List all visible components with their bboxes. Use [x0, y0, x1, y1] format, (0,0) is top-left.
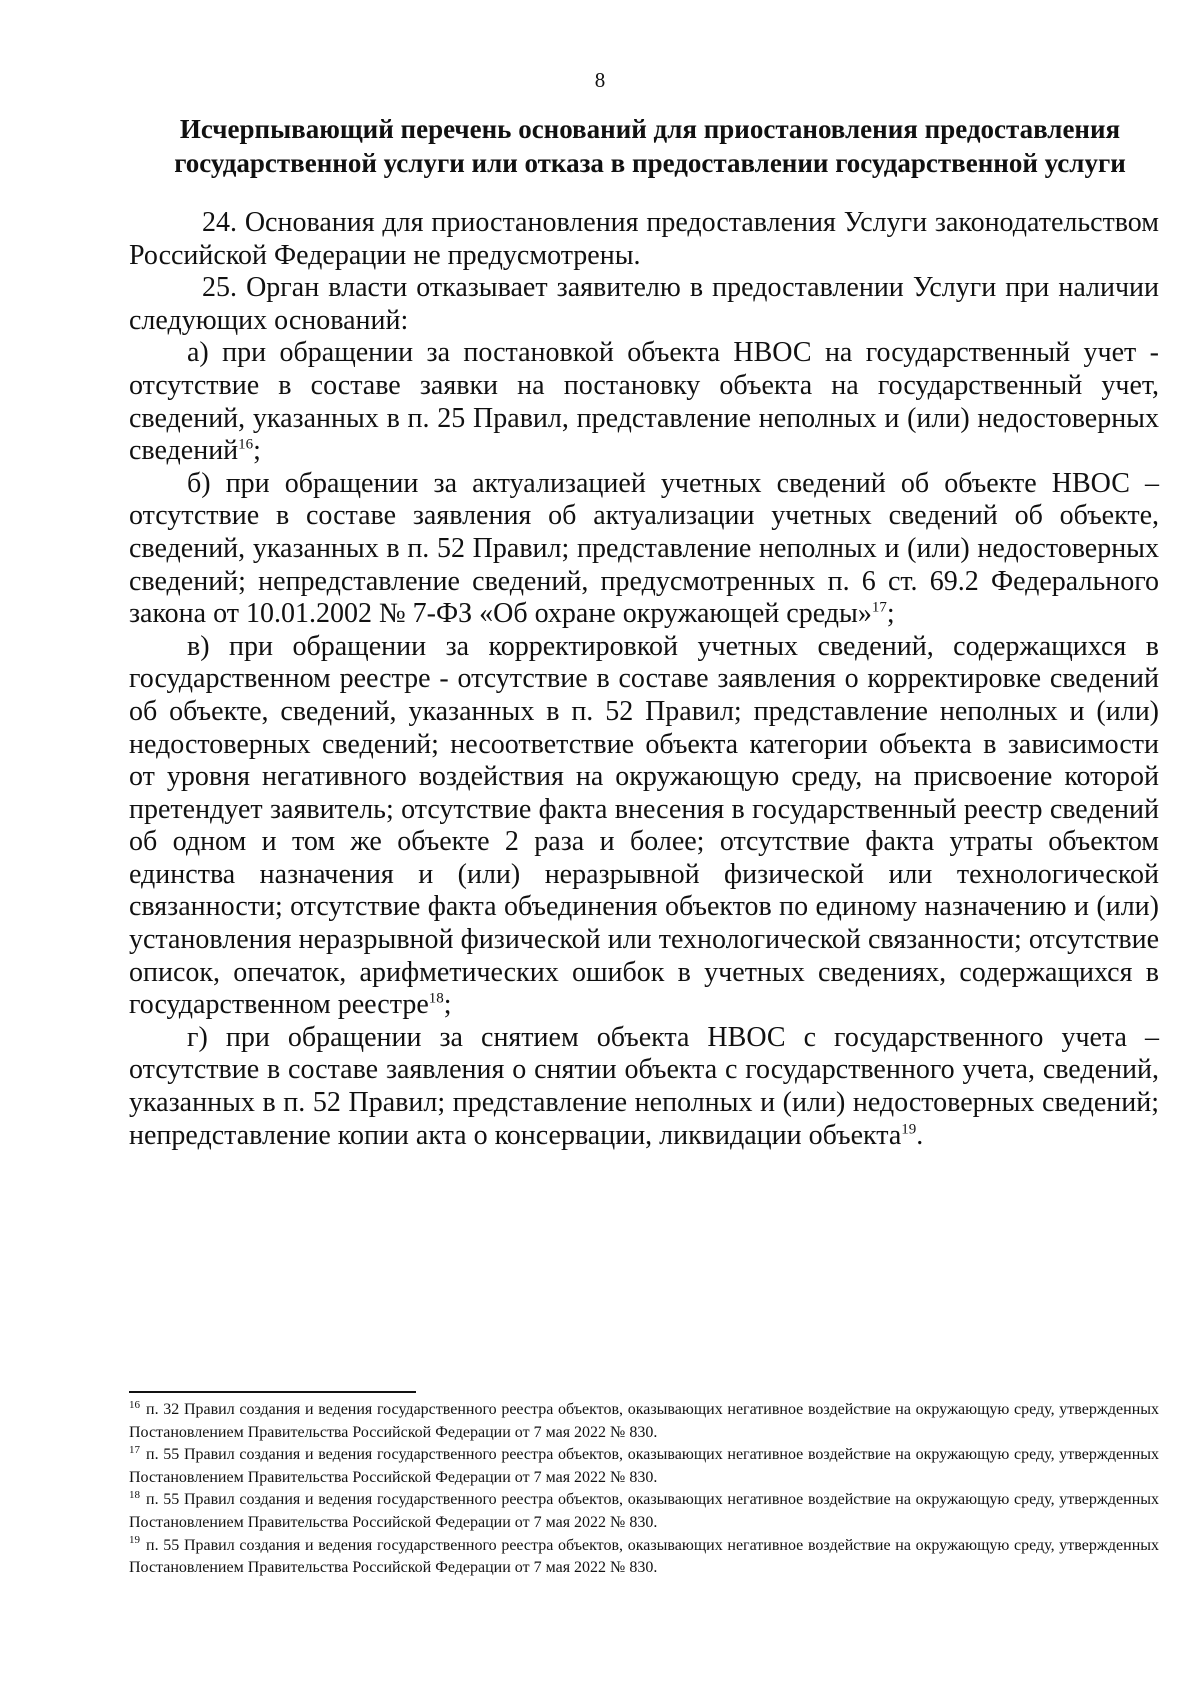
list-item-b-text: б) при обращении за актуализацией учетных сведений об объекте НВОС – отсутствие в составе заявления об актуализации учетных сведений об объекте, сведений, указанных в п. 52 Правил; представление неполных и (или) недостоверных сведений; непредставление сведений, предусмотренных п. 6 ст. 69.2 Федерального закона от 10.01.2002 № 7-ФЗ «Об охране окружающей среды» [129, 467, 1159, 630]
document-body [129, 207, 1159, 1152]
footnote [129, 1444, 1159, 1489]
list-item-g [129, 1022, 1159, 1152]
footnote-number: 16 [129, 1398, 140, 1411]
page-number: 8 [594, 68, 606, 92]
section-title [130, 112, 1170, 180]
footnote-text: п. 55 Правил создания и ведения государственного реестра объектов, оказывающих негативное воздействие на окружающую среду, утвержденных Постановлением Правительства Российской Федерации от 7 мая 2022 № 830. [129, 1536, 1159, 1577]
list-item-g-text: г) при обращении за снятием объекта НВОС с государственного учета – отсутствие в составе заявления о снятии объекта с государственного учета, сведений, указанных в п. 52 Правил; представление неполных и (или) недостоверных сведений; непредставление копии акта о консервации, ликвидации объекта [129, 1021, 1159, 1151]
list-item-b [129, 468, 1159, 631]
list-item-v-text: в) при обращении за корректировкой учетных сведений, содержащихся в государственном реестре - отсутствие в составе заявления о корректировке сведений об объекте, сведений, указанных в п. 52 Правил; представление неполных и (или) недостоверных сведений; несоответствие объекта категории объекта в зависимости от уровня негативного воздействия на окружающую среду, на присвоение которой претендует заявитель; отсутствие факта внесения в государственный реестр сведений об одном и том же объекте 2 раза и более; отсутствие факта утраты объектом единства назначения и (или) неразрывной физической или технологической связанности; отсутствие факта объединения объектов по единому назначению и (или) установления неразрывной физической или технологической связанности; отсутствие описок, опечаток, арифметических ошибок в учетных сведениях, содержащихся в государственном реестре [129, 630, 1159, 1021]
footnote-text: п. 55 Правил создания и ведения государственного реестра объектов, оказывающих негативное воздействие на окружающую среду, утвержденных Постановлением Правительства Российской Федерации от 7 мая 2022 № 830. [129, 1446, 1159, 1486]
footnote-number: 18 [129, 1489, 140, 1502]
list-item-a-text: а) при обращении за постановкой объекта НВОС на государственный учет - отсутствие в составе заявки на постановку объекта на государственный учет, сведений, указанных в п. 25 Правил, представление неполных и (или) недостоверных сведений [129, 337, 1159, 467]
paragraph-24: 24. Основания для приостановления предоставления Услуги законодательством Российской Федерации не предусмотрены. [129, 207, 1159, 271]
list-item-v [129, 631, 1159, 1022]
footnote-ref-18[interactable]: 18 [428, 990, 444, 1007]
footnote [129, 1535, 1159, 1580]
section-title-line-2: государственной услуги или отказа в предоставлении государственной услуги [174, 148, 1126, 178]
footnote-number: 19 [129, 1534, 140, 1547]
footnote-ref-19[interactable]: 19 [901, 1121, 917, 1138]
list-item-a-end: ; [253, 435, 261, 467]
footnote-text: п. 55 Правил создания и ведения государственного реестра объектов, оказывающих негативное воздействие на окружающую среду, утвержденных Постановлением Правительства Российской Федерации от 7 мая 2022 № 830. [129, 1491, 1159, 1531]
footnote-separator [129, 1391, 416, 1393]
footnote-text: п. 32 Правил создания и ведения государственного реестра объектов, оказывающих негативное воздействие на окружающую среду, утвержденных Постановлением Правительства Российской Федерации от 7 мая 2022 № 830. [129, 1401, 1159, 1441]
paragraph-25: 25. Орган власти отказывает заявителю в предоставлении Услуги при наличии следующих оснований: [129, 272, 1159, 336]
footnote-ref-17[interactable]: 17 [871, 599, 887, 616]
footnote-ref-16[interactable]: 16 [238, 436, 254, 453]
section-title-line-1: Исчерпывающий перечень оснований для приостановления предоставления [179, 114, 1121, 144]
list-item-g-end: . [916, 1119, 924, 1151]
footnotes [129, 1399, 1159, 1580]
footnote-number: 17 [129, 1443, 140, 1456]
list-item-b-end: ; [886, 598, 895, 630]
list-item-v-end: ; [443, 989, 452, 1021]
list-item-a [129, 337, 1159, 467]
footnote [129, 1399, 1159, 1444]
footnote [129, 1489, 1159, 1534]
